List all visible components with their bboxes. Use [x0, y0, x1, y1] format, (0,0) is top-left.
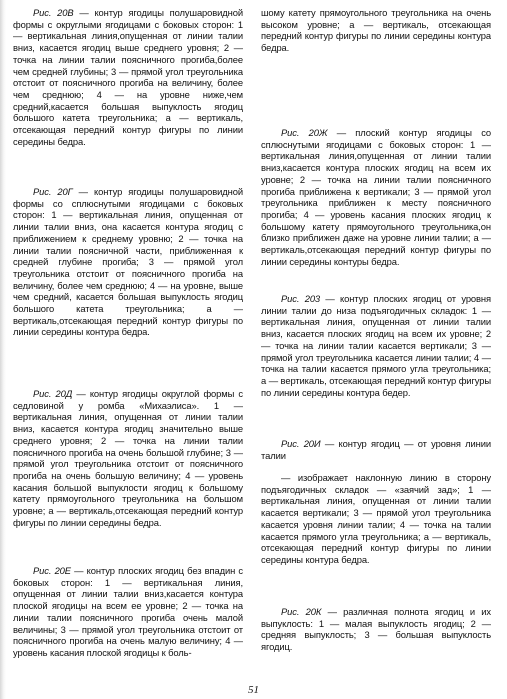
paragraph-text: шому катету прямоугольного треугольника на очень высоком уровне; а — вертикаль, отсекающая передний контур фигуры по линии середины контура бедра.	[261, 7, 491, 54]
paragraph-fig-20g	[13, 186, 243, 338]
paragraph-continuation	[261, 7, 491, 54]
paragraph-text: — контур плоских ягодиц без впадин с боковых сторон: 1 — вертикальная линия, опущенная от линии талии вниз,касается контура плоской ягодицы на всем ее уровне; 2 — точка на линии талии поясничного прогиба очень малой величины; 3 — прямой угол треугольника отстоит от поясничного прогиба на очень малую величину; 4 — уровень касания плоской ягодицы к боль-	[13, 565, 243, 658]
figure-ref: Рис. 20В	[33, 7, 74, 18]
paragraph-text: — изображает наклонную линию в сторону подъягодичных складок — «заячий зад»; 1 — вертикальная линия, опущенная от линии талии касается вертикали; 3 — прямой угол треугольника касается уровня линии талии; 4 — точка на талии касается прямого угла треугольника; а — вертикаль, отсекающая передний контур фигуры по линии середины контура бедра.	[261, 472, 491, 565]
paragraph-fig-20i	[261, 438, 491, 461]
page-number: 51	[248, 684, 259, 696]
figure-ref: Рис. 20Г	[33, 186, 73, 197]
figure-ref: Рис. 20И	[281, 438, 321, 449]
page-binding-shadow	[0, 0, 6, 699]
paragraph-fig-20z	[261, 293, 491, 398]
paragraph-fig-20e	[13, 565, 243, 659]
paragraph-text: — контур ягодиц — от уровня линии талии	[261, 438, 491, 461]
figure-ref: Рис. 20Д	[33, 388, 73, 399]
paragraph-text: — контур плоских ягодиц от уровня линии талии до низа подъягодичных складок: 1 — вертикальная линия, опущенная от линии талии вниз, касается плоских ягодиц на всем их уровне; 2 — точка на линии талии касается вертикали; 3 — прямой угол треугольника касается линии талии; 4 — точка на талии касается прямого угла треугольника; а — вертикаль, отсекающая передний контур фигуры по линии середины контура бедер.	[261, 293, 491, 398]
figure-ref: Рис. 20Ж	[281, 127, 328, 138]
paragraph-fig-20zh	[261, 127, 491, 267]
paragraph-text: — контур ягодицы полушаровидной формы со сплюснутыми ягодицами с боковых сторон: 1 — вертикальная линия, опущенная от линии талии вниз, она касается контура ягодиц с приближением к среднему уровню; 2 — точка на линии талии поясничной части, приближенная к средней глубине прогиба; 3 — прямой угол треугольника отстоит от поясничного прогиба на величину, более чем среднюю; 4 — на уровне, выше чем средний, касается большая выпуклость ягодиц большого катета треугольника; а — вертикаль,отсекающая передний контур фигуры по линии середины контура бедра.	[13, 186, 243, 338]
paragraph-fig-20i-body	[261, 472, 491, 566]
paragraph-fig-20v	[13, 7, 243, 147]
paragraph-fig-20d	[13, 388, 243, 528]
paragraph-text: — плоский контур ягодицы со сплюснутыми ягодицами с боковых сторон: 1 — вертикальная линия,опущенная от линии талии вниз,касается контура плоских ягодиц на всем их уровне; 2 — точка на линии талии поясничного прогиба приближена к вертикали; 3 — прямой угол треугольника приближен к месту поясничного прогиба; 4 — уровень касания плоских ягодиц к большому катету прямоугольного треугольника,он близко приближен даже на уровне линии талии; а — вертикаль,отсекающая передний контур фигуры по линии середины контуры бедра.	[261, 127, 491, 267]
paragraph-text: — контур ягодицы полушаровидной формы с округлыми ягодицами с боковых сторон: 1 — вертикальная линия,опущенная от линии талии вниз, касается ягодиц выше среднего уровня; 2 — точка на линии талии поясничного прогиба,более чем средней глубины; 3 — прямой угол треугольника отстоит от поясничного прогиба на величину, более чем среднюю; 4 — на уровне ниже,чем средний,касается большая выпуклость ягодиц большого катета треугольника; а — вертикаль, отсекающая передний контур фигуры по линии середины бедра.	[13, 7, 243, 147]
figure-ref: Рис. 20Е	[33, 565, 71, 576]
paragraph-fig-20k	[261, 606, 491, 653]
right-column	[261, 0, 491, 660]
left-column	[13, 0, 243, 660]
figure-ref: Рис. 203	[281, 293, 321, 304]
paragraph-text: — различная полнота ягодиц и их выпуклость: 1 — малая выпуклость ягодиц; 2 — средняя выпуклость; 3 — большая выпуклость ягодиц.	[261, 606, 491, 653]
paragraph-text: — контур ягодицы округлой формы с седловиной у ромба «Михаэлиса». 1 — вертикальная линия, опущенная от линии талии вниз, касается контура ягодиц значительно выше среднего уровня; 2 — точка на линии талии поясничного прогиба на очень большой глубине; 3 — прямой угол треугольника отстоит от поясничного прогиба на очень большую величину; 4 — уровень касания большой выпуклости ягодиц к большому катету прямоугольного треугольника на большом уровне; а — вертикаль,отсекающая передний контур фигуры по линии середины бедра.	[13, 388, 243, 528]
figure-ref: Рис. 20К	[281, 606, 322, 617]
